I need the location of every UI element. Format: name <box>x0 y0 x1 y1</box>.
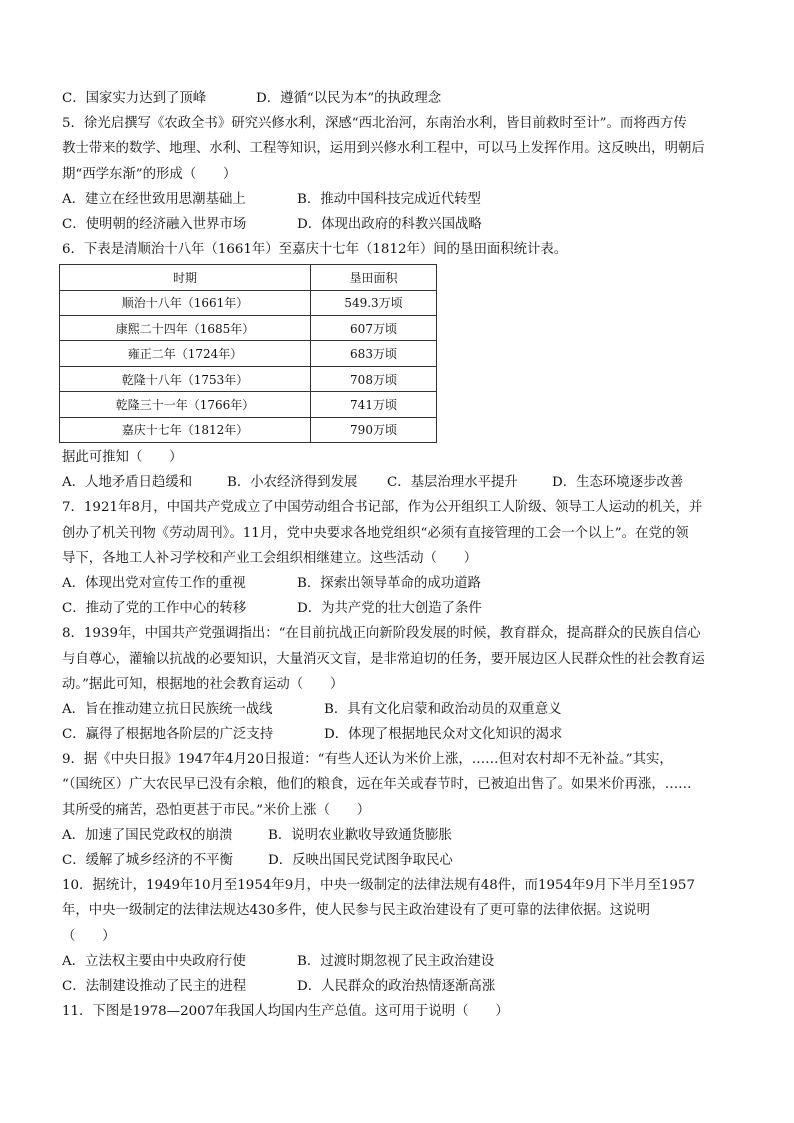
q9-stem-line-2: “（国统区）广大农民早已没有余粮，他们的粮食，远在年关或春节时，已被迫出售了。如果米价再涨，…… <box>62 777 692 793</box>
table-cell-area: 790万顷 <box>311 417 437 442</box>
q4-option-d: D．遵循“以民为本”的执政理念 <box>256 91 442 106</box>
q5-options-row-1 <box>62 187 742 212</box>
q9-option-a: A．加速了国民党政权的崩溃 <box>62 827 233 843</box>
q7-options-row-2 <box>62 596 742 621</box>
q8-stem-line-1: 8．1939年，中国共产党强调指出：“在目前抗战正向新阶段发展的时候，教育群众，提高群众的民族自信心 <box>62 626 701 642</box>
q9-options-row-2 <box>62 848 742 873</box>
q8-stem-line-3: 动。”据此可知，根据地的社会教育运动（ ） <box>62 676 344 692</box>
q6-land-table <box>59 264 437 443</box>
q7-stem-line-1: 7．1921年8月，中国共产党成立了中国劳动组合书记部，作为公开组织工人阶级、领导工人运动的机关，并 <box>62 500 703 516</box>
q9-option-c: C．缓解了城乡经济的不平衡 <box>62 853 233 869</box>
table-row <box>60 366 437 391</box>
q9-stem-line-1: 9．据《中央日报》1947年4月20日报道：“有些人还认为米价上涨，……但对农村却不无补益。”其实， <box>62 752 673 768</box>
table-header-area: 垦田面积 <box>311 265 437 290</box>
q8-options-row-1 <box>62 697 742 722</box>
q7-option-d: D．为共产党的壮大创造了条件 <box>297 601 482 617</box>
q5-options-row-2 <box>62 212 742 237</box>
table-cell-period: 雍正二年（1724年） <box>60 341 311 366</box>
table-row <box>60 392 437 417</box>
table-cell-period: 嘉庆十七年（1812年） <box>60 417 311 442</box>
q10-stem-line-1: 10．据统计，1949年10月至1954年9月，中央一级制定的法律法规有48件，而1954年9月下半月至1957 <box>62 878 695 894</box>
q10-options-row-2 <box>62 974 742 999</box>
table-cell-period: 乾隆十八年（1753年） <box>60 366 311 391</box>
table-header-row <box>60 265 437 290</box>
q8-option-a: A．旨在推动建立抗日民族统一战线 <box>62 701 273 717</box>
q5-option-a: A．建立在经世致用思潮基础上 <box>62 191 246 207</box>
q6-option-c: C．基层治理水平提升 <box>387 475 518 491</box>
exam-page <box>62 86 742 1024</box>
q7-option-c: C．推动了党的工作中心的转移 <box>62 601 247 617</box>
q10-stem-line-3: （ ） <box>62 928 116 944</box>
q6-options-row <box>62 470 742 495</box>
q5-option-c: C．使明朝的经济融入世界市场 <box>62 216 247 232</box>
q11-stem: 11．下图是1978—2007年我国人均国内生产总值。这可用于说明（ ） <box>62 1004 509 1020</box>
q7-stem-line-3: 导下，各地工人补习学校和产业工会组织相继建立。这些活动（ ） <box>62 550 478 566</box>
q6-option-d: D．生态环境逐步改善 <box>552 475 684 491</box>
q9-options-row-1 <box>62 823 742 848</box>
q9-stem-line-3: 其所受的痛苦，恐怕更甚于市民。”米价上涨（ ） <box>62 802 371 818</box>
table-row <box>60 341 437 366</box>
q9-option-b: B．说明农业歉收导致通货膨胀 <box>268 827 452 843</box>
q10-option-c: C．法制建设推动了民主的进程 <box>62 978 247 994</box>
table-row <box>60 290 437 315</box>
q9-option-d: D．反映出国民党试图争取民心 <box>268 853 453 869</box>
table-header-period: 时期 <box>60 265 311 290</box>
q6-option-a: A．人地矛盾日趋缓和 <box>62 475 193 491</box>
q10-stem-line-2: 年，中央一级制定的法律法规达430多件，使人民参与民主政治建设有了更可靠的法律依据。这说明 <box>62 903 650 919</box>
q10-options-row-1 <box>62 949 742 974</box>
table-cell-period: 乾隆三十一年（1766年） <box>60 392 311 417</box>
q10-option-a: A．立法权主要由中央政府行使 <box>62 953 246 969</box>
q4-options-row <box>62 86 742 111</box>
table-cell-area: 708万顷 <box>311 366 437 391</box>
table-cell-area: 741万顷 <box>311 392 437 417</box>
q8-option-b: B．具有文化启蒙和政治动员的双重意义 <box>324 701 562 717</box>
table-cell-period: 康熙二十四年（1685年） <box>60 316 311 341</box>
q8-option-c: C．赢得了根据地各阶层的广泛支持 <box>62 727 274 743</box>
q6-stem: 6．下表是清顺治十八年（1661年）至嘉庆十七年（1812年）间的垦田面积统计表。 <box>62 242 568 258</box>
table-cell-area: 683万顷 <box>311 341 437 366</box>
q5-stem-line-2: 教士带来的数学、地理、水利、工程等知识，运用到兴修水利工程中，可以马上发挥作用。这反映出，明朝后 <box>62 141 705 157</box>
q7-option-a: A．体现出党对宣传工作的重视 <box>62 575 246 591</box>
table-row <box>60 316 437 341</box>
q5-option-b: B．推动中国科技完成近代转型 <box>297 191 481 207</box>
q5-stem-line-1: 5．徐光启撰写《农政全书》研究兴修水利，深感“西北治河，东南治水利，皆目前救时至计”。而将西方传 <box>62 116 687 132</box>
table-row <box>60 417 437 442</box>
q4-option-c: C．国家实力达到了顶峰 <box>62 91 207 106</box>
q10-option-b: B．过渡时期忽视了民主政治建设 <box>297 953 495 969</box>
q7-option-b: B．探索出领导革命的成功道路 <box>297 575 481 591</box>
q7-options-row-1 <box>62 571 742 596</box>
q10-option-d: D．人民群众的政治热情逐渐高涨 <box>297 978 496 994</box>
q5-option-d: D．体现出政府的科教兴国战略 <box>297 216 482 232</box>
q8-stem-line-2: 与自尊心，灌输以抗战的必要知识，大量消灭文盲，是非常迫切的任务，要开展边区人民群众性的社会教育运 <box>62 651 705 667</box>
q6-followup: 据此可推知（ ） <box>62 450 183 466</box>
q6-option-b: B．小农经济得到发展 <box>227 475 358 491</box>
q5-stem-line-3: 期“西学东渐”的形成（ ） <box>62 166 237 182</box>
q8-option-d: D．体现了根据地民众对文化知识的渴求 <box>324 727 563 743</box>
table-cell-area: 607万顷 <box>311 316 437 341</box>
table-cell-area: 549.3万顷 <box>311 290 437 315</box>
table-cell-period: 顺治十八年（1661年） <box>60 290 311 315</box>
q8-options-row-2 <box>62 722 742 747</box>
q7-stem-line-2: 创办了机关刊物《劳动周刊》。11月，党中央要求各地党组织“必须有直接管理的工会一个以上”。在党的领 <box>62 525 689 541</box>
